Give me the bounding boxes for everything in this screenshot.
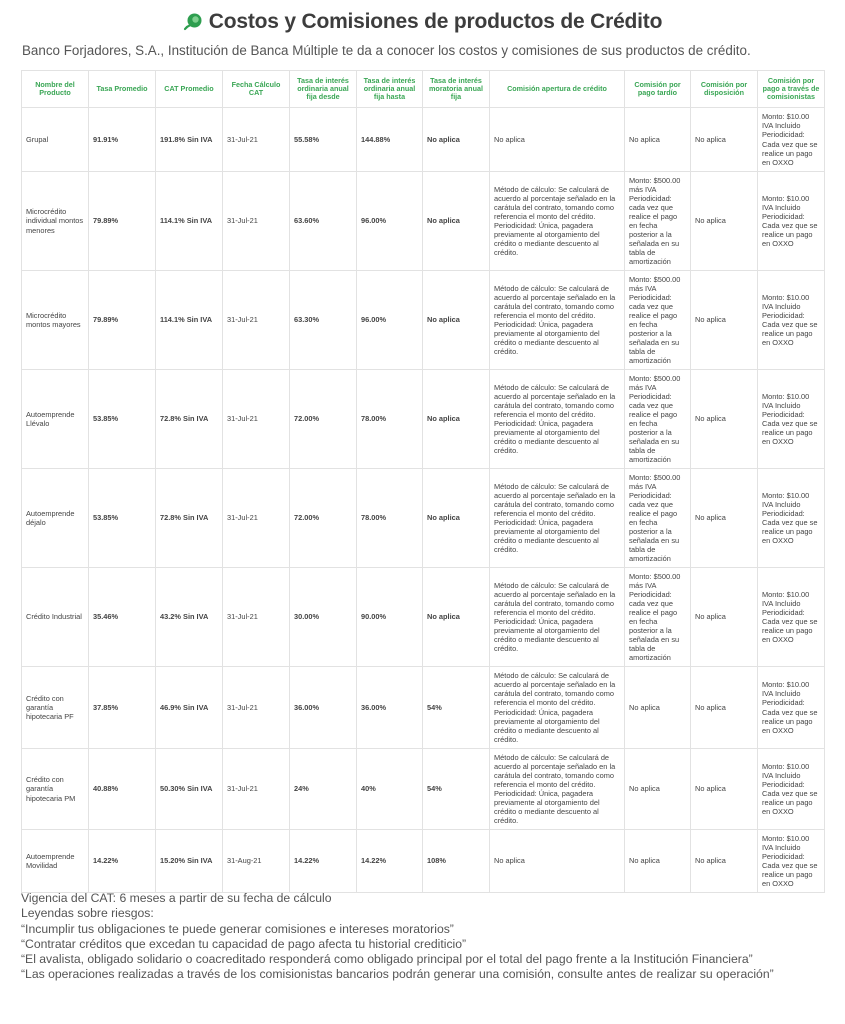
table-cell: No aplica: [691, 271, 758, 370]
note-line: Vigencia del CAT: 6 meses a partir de su fecha de cálculo: [21, 891, 332, 905]
page-header: [0, 6, 845, 38]
table-cell: 36.00%: [357, 667, 423, 749]
table-cell: Monto: $10.00 IVA Incluido Periodicidad: Cada vez que se realice un pago en OXXO: [758, 667, 825, 749]
table-cell: Monto: $10.00 IVA Incluido Periodicidad: Cada vez que se realice un pago en OXXO: [758, 749, 825, 830]
table-cell: 37.85%: [89, 667, 156, 749]
note-line: “Incumplir tus obligaciones te puede generar comisiones e intereses moratorios”: [21, 921, 454, 936]
table-cell: No aplica: [490, 830, 625, 893]
table-cell: 31-Jul-21: [223, 568, 290, 667]
table-cell: 79.89%: [89, 271, 156, 370]
column-header: Tasa de interés ordinaria anual fija hasta: [357, 71, 423, 108]
note-line: Leyendas sobre riesgos:: [21, 906, 154, 921]
table-cell: 72.8% Sin IVA: [156, 469, 223, 568]
table-cell: Monto: $10.00 IVA Incluido Periodicidad: Cada vez que se realice un pago en OXXO: [758, 271, 825, 370]
table-cell: 144.88%: [357, 108, 423, 172]
table-cell: 55.58%: [290, 108, 357, 172]
table-cell: Monto: $10.00 IVA Incluido Periodicidad: Cada vez que se realice un pago en OXXO: [758, 370, 825, 469]
credit-costs-table: [21, 70, 825, 893]
column-header: Tasa de interés moratoria anual fija: [423, 71, 490, 108]
table-cell: No aplica: [423, 469, 490, 568]
column-header: Tasa Promedio: [89, 71, 156, 108]
table-cell: No aplica: [691, 830, 758, 893]
table-cell: 35.46%: [89, 568, 156, 667]
table-cell: 63.30%: [290, 271, 357, 370]
product-name-cell: Crédito con garantía hipotecaria PM: [22, 749, 89, 830]
column-header: Tasa de interés ordinaria anual fija desde: [290, 71, 357, 108]
table-cell: Monto: $10.00 IVA Incluido Periodicidad: Cada vez que se realice un pago en OXXO: [758, 830, 825, 893]
product-name-cell: Grupal: [22, 108, 89, 172]
table-cell: 96.00%: [357, 271, 423, 370]
column-header: Fecha Cálculo CAT: [223, 71, 290, 108]
table-cell: 72.00%: [290, 469, 357, 568]
table-cell: 31-Jul-21: [223, 370, 290, 469]
table-cell: 40.88%: [89, 749, 156, 830]
table-cell: No aplica: [423, 271, 490, 370]
page-title: Costos y Comisiones de productos de Crédito: [208, 10, 663, 33]
table-cell: 31-Jul-21: [223, 469, 290, 568]
column-header: CAT Promedio: [156, 71, 223, 108]
table-cell: No aplica: [490, 108, 625, 172]
table-cell: Monto: $500.00 más IVA Periodicidad: cada vez que realice el pago en fecha posterior a la señalada en su tabla de amortización: [625, 172, 691, 271]
table-cell: Monto: $10.00 IVA Incluido Periodicidad: Cada vez que se realice un pago en OXXO: [758, 172, 825, 271]
table-cell: Monto: $500.00 más IVA Periodicidad: cada vez que realice el pago en fecha posterior a la señalada en su tabla de amortización: [625, 370, 691, 469]
product-name-cell: Autoemprende Movilidad: [22, 830, 89, 893]
table-cell: 114.1% Sin IVA: [156, 172, 223, 271]
table-cell: 191.8% Sin IVA: [156, 108, 223, 172]
table-cell: 15.20% Sin IVA: [156, 830, 223, 893]
table-cell: No aplica: [625, 830, 691, 893]
table-row: [22, 568, 825, 667]
product-name-cell: Microcrédito montos mayores: [22, 271, 89, 370]
table-cell: Monto: $500.00 más IVA Periodicidad: cada vez que realice el pago en fecha posterior a la señalada en su tabla de amortización: [625, 271, 691, 370]
table-cell: 91.91%: [89, 108, 156, 172]
table-cell: No aplica: [625, 667, 691, 749]
note-line: “Contratar créditos que excedan tu capacidad de pago afecta tu historial crediticio”: [21, 936, 467, 951]
table-cell: No aplica: [691, 108, 758, 172]
leaf-logo-icon: [183, 12, 203, 32]
table-cell: 78.00%: [357, 469, 423, 568]
table-cell: 53.85%: [89, 370, 156, 469]
table-cell: No aplica: [691, 667, 758, 749]
product-name-cell: Autoemprende Llévalo: [22, 370, 89, 469]
table-cell: No aplica: [423, 370, 490, 469]
table-cell: 31-Aug-21: [223, 830, 290, 893]
table-header-row: [22, 71, 825, 108]
table-cell: Método de cálculo: Se calculará de acuerdo al porcentaje señalado en la carátula del contrato, tomando como referencia el monto del crédito. Periodicidad: Única, pagadera previamente al otorgamiento del crédito o mediante descuento al crédito.: [490, 271, 625, 370]
table-header: [22, 71, 825, 108]
table-cell: 14.22%: [357, 830, 423, 893]
table-cell: 50.30% Sin IVA: [156, 749, 223, 830]
table-cell: Monto: $10.00 IVA Incluido Periodicidad: Cada vez que se realice un pago en OXXO: [758, 108, 825, 172]
column-header: Comisión por pago a través de comisionistas: [758, 71, 825, 108]
table-cell: Monto: $10.00 IVA Incluido Periodicidad: Cada vez que se realice un pago en OXXO: [758, 568, 825, 667]
note-line: “Las operaciones realizadas a través de los comisionistas bancarios podrán generar una comisión, consulte antes de realizar su operación”: [21, 967, 774, 982]
table-cell: No aplica: [691, 749, 758, 830]
table-cell: 30.00%: [290, 568, 357, 667]
product-name-cell: Crédito Industrial: [22, 568, 89, 667]
table-cell: 24%: [290, 749, 357, 830]
table-row: [22, 469, 825, 568]
column-header: Comisión por pago tardío: [625, 71, 691, 108]
table-cell: 72.8% Sin IVA: [156, 370, 223, 469]
table-cell: Método de cálculo: Se calculará de acuerdo al porcentaje señalado en la carátula del contrato, tomando como referencia el monto del crédito. Periodicidad: Única, pagadera previamente al otorgamiento del crédito o mediante descuento al crédito.: [490, 568, 625, 667]
table-cell: 31-Jul-21: [223, 667, 290, 749]
table-cell: 31-Jul-21: [223, 271, 290, 370]
product-name-cell: Crédito con garantía hipotecaria PF: [22, 667, 89, 749]
table-cell: No aplica: [691, 370, 758, 469]
table-cell: 31-Jul-21: [223, 749, 290, 830]
table-cell: No aplica: [691, 568, 758, 667]
table-cell: 72.00%: [290, 370, 357, 469]
table-cell: No aplica: [625, 108, 691, 172]
table-cell: 78.00%: [357, 370, 423, 469]
table-cell: No aplica: [691, 469, 758, 568]
table-cell: Método de cálculo: Se calculará de acuerdo al porcentaje señalado en la carátula del contrato, tomando como referencia el monto del crédito. Periodicidad: Única, pagadera previamente al otorgamiento del crédito o mediante descuento al crédito.: [490, 749, 625, 830]
column-header: Comisión apertura de crédito: [490, 71, 625, 108]
table-cell: No aplica: [423, 172, 490, 271]
table-row: [22, 749, 825, 830]
table-cell: Método de cálculo: Se calculará de acuerdo al porcentaje señalado en la carátula del contrato, tomando como referencia el monto del crédito. Periodicidad: Única, pagadera previamente al otorgamiento del crédito o mediante descuento al crédito.: [490, 370, 625, 469]
table-cell: 108%: [423, 830, 490, 893]
table-cell: 31-Jul-21: [223, 172, 290, 271]
table-row: [22, 108, 825, 172]
table-cell: 14.22%: [290, 830, 357, 893]
note-line: “El avalista, obligado solidario o coacreditado responderá como obligado principal por el total del pago frente a la Institución Financiera”: [21, 952, 753, 967]
table-cell: 63.60%: [290, 172, 357, 271]
table-cell: 43.2% Sin IVA: [156, 568, 223, 667]
table-body: [22, 108, 825, 893]
table-cell: No aplica: [625, 749, 691, 830]
table-cell: Método de cálculo: Se calculará de acuerdo al porcentaje señalado en la carátula del contrato, tomando como referencia el monto del crédito. Periodicidad: Única, pagadera previamente al otorgamiento del crédito o mediante descuento al crédito.: [490, 469, 625, 568]
table-cell: 54%: [423, 749, 490, 830]
table-row: [22, 830, 825, 893]
product-name-cell: Microcrédito individual montos menores: [22, 172, 89, 271]
table-cell: 46.9% Sin IVA: [156, 667, 223, 749]
table-cell: 36.00%: [290, 667, 357, 749]
table-cell: 40%: [357, 749, 423, 830]
product-name-cell: Autoemprende déjalo: [22, 469, 89, 568]
table-cell: 114.1% Sin IVA: [156, 271, 223, 370]
table-cell: Monto: $10.00 IVA Incluido Periodicidad: Cada vez que se realice un pago en OXXO: [758, 469, 825, 568]
table-row: [22, 370, 825, 469]
table-row: [22, 271, 825, 370]
table-cell: 90.00%: [357, 568, 423, 667]
table-cell: Método de cálculo: Se calculará de acuerdo al porcentaje señalado en la carátula del contrato, tomando como referencia el monto del crédito. Periodicidad: Única, pagadera previamente al otorgamiento del crédito o mediante descuento al crédito.: [490, 667, 625, 749]
table-cell: 54%: [423, 667, 490, 749]
table-cell: Monto: $500.00 más IVA Periodicidad: cada vez que realice el pago en fecha posterior a la señalada en su tabla de amortización: [625, 568, 691, 667]
table-row: [22, 667, 825, 749]
table-cell: No aplica: [423, 568, 490, 667]
column-header: Comisión por disposición: [691, 71, 758, 108]
risk-notes: [21, 891, 831, 983]
page-subtitle: Banco Forjadores, S.A., Institución de Banca Múltiple te da a conocer los costos y comisiones de sus productos de crédito.: [22, 43, 751, 58]
table-cell: 96.00%: [357, 172, 423, 271]
table-cell: Monto: $500.00 más IVA Periodicidad: cada vez que realice el pago en fecha posterior a la señalada en su tabla de amortización: [625, 469, 691, 568]
table-cell: 14.22%: [89, 830, 156, 893]
table-cell: No aplica: [423, 108, 490, 172]
table-cell: No aplica: [691, 172, 758, 271]
table-cell: 53.85%: [89, 469, 156, 568]
column-header: Nombre del Producto: [22, 71, 89, 108]
table-cell: 31-Jul-21: [223, 108, 290, 172]
table-cell: Método de cálculo: Se calculará de acuerdo al porcentaje señalado en la carátula del contrato, tomando como referencia el monto del crédito. Periodicidad: Única, pagadera previamente al otorgamiento del crédito o mediante descuento al crédito.: [490, 172, 625, 271]
table-cell: 79.89%: [89, 172, 156, 271]
table-row: [22, 172, 825, 271]
